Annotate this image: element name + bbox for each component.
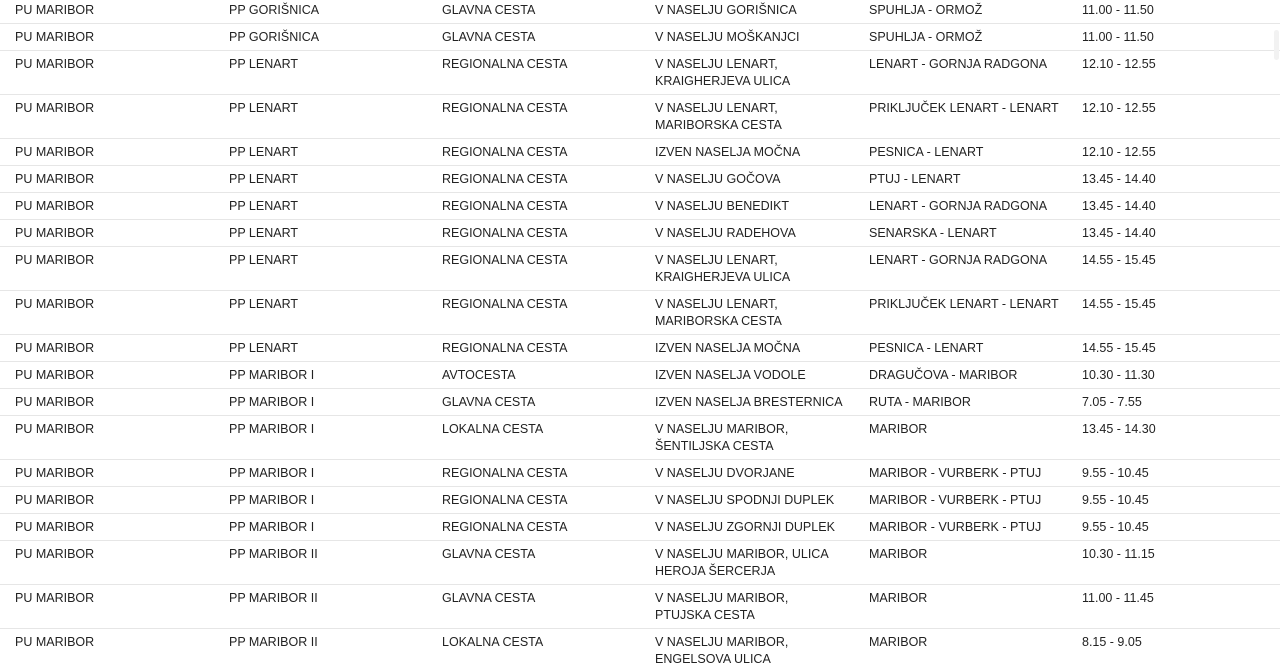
time-cell: 11.00 - 11.45 <box>1067 585 1280 629</box>
time-cell: 9.55 - 10.45 <box>1067 487 1280 514</box>
scrollbar[interactable] <box>1272 0 1280 665</box>
location-cell: V NASELJU MARIBOR, ULICA HEROJA ŠERCERJA <box>640 541 854 585</box>
police-station-cell: PP MARIBOR I <box>214 362 427 389</box>
road-section-cell: MARIBOR <box>854 541 1067 585</box>
road-type-cell: GLAVNA CESTA <box>427 585 640 629</box>
location-cell: IZVEN NASELJA BRESTERNICA <box>640 389 854 416</box>
police-station-cell: PP LENART <box>214 291 427 335</box>
location-cell: IZVEN NASELJA MOČNA <box>640 139 854 166</box>
road-section-cell: LENART - GORNJA RADGONA <box>854 51 1067 95</box>
location-cell: V NASELJU SPODNJI DUPLEK <box>640 487 854 514</box>
table-row <box>0 335 1280 362</box>
road-section-cell: SENARSKA - LENART <box>854 220 1067 247</box>
location-cell: V NASELJU GOČOVA <box>640 166 854 193</box>
road-type-cell: REGIONALNA CESTA <box>427 460 640 487</box>
table-row <box>0 460 1280 487</box>
police-station-cell: PP LENART <box>214 95 427 139</box>
police-directorate-cell: PU MARIBOR <box>0 362 214 389</box>
road-section-cell: RUTA - MARIBOR <box>854 389 1067 416</box>
police-directorate-cell: PU MARIBOR <box>0 585 214 629</box>
table-row <box>0 51 1280 95</box>
road-section-cell: MARIBOR - VURBERK - PTUJ <box>854 514 1067 541</box>
location-cell: V NASELJU LENART, KRAIGHERJEVA ULICA <box>640 247 854 291</box>
table-row <box>0 629 1280 665</box>
location-cell: IZVEN NASELJA VODOLE <box>640 362 854 389</box>
table-row <box>0 416 1280 460</box>
road-section-cell: PRIKLJUČEK LENART - LENART <box>854 291 1067 335</box>
time-cell: 14.55 - 15.45 <box>1067 335 1280 362</box>
table-row <box>0 487 1280 514</box>
road-type-cell: REGIONALNA CESTA <box>427 247 640 291</box>
table-row <box>0 139 1280 166</box>
table-row <box>0 166 1280 193</box>
time-cell: 12.10 - 12.55 <box>1067 139 1280 166</box>
police-directorate-cell: PU MARIBOR <box>0 514 214 541</box>
police-station-cell: PP MARIBOR II <box>214 629 427 665</box>
road-type-cell: LOKALNA CESTA <box>427 629 640 665</box>
police-directorate-cell: PU MARIBOR <box>0 335 214 362</box>
police-directorate-cell: PU MARIBOR <box>0 193 214 220</box>
table-row <box>0 220 1280 247</box>
road-section-cell: PESNICA - LENART <box>854 335 1067 362</box>
location-cell: V NASELJU LENART, MARIBORSKA CESTA <box>640 95 854 139</box>
time-cell: 11.00 - 11.50 <box>1067 24 1280 51</box>
table-row <box>0 24 1280 51</box>
road-type-cell: REGIONALNA CESTA <box>427 514 640 541</box>
police-directorate-cell: PU MARIBOR <box>0 460 214 487</box>
road-type-cell: REGIONALNA CESTA <box>427 291 640 335</box>
police-directorate-cell: PU MARIBOR <box>0 247 214 291</box>
police-station-cell: PP GORIŠNICA <box>214 24 427 51</box>
road-type-cell: REGIONALNA CESTA <box>427 51 640 95</box>
time-cell: 12.10 - 12.55 <box>1067 95 1280 139</box>
road-type-cell: AVTOCESTA <box>427 362 640 389</box>
road-type-cell: REGIONALNA CESTA <box>427 139 640 166</box>
time-cell: 7.05 - 7.55 <box>1067 389 1280 416</box>
road-type-cell: GLAVNA CESTA <box>427 0 640 24</box>
table-row <box>0 514 1280 541</box>
location-cell: V NASELJU MOŠKANJCI <box>640 24 854 51</box>
police-directorate-cell: PU MARIBOR <box>0 166 214 193</box>
road-section-cell: LENART - GORNJA RADGONA <box>854 247 1067 291</box>
police-station-cell: PP MARIBOR I <box>214 416 427 460</box>
police-station-cell: PP LENART <box>214 166 427 193</box>
time-cell: 12.10 - 12.55 <box>1067 51 1280 95</box>
police-directorate-cell: PU MARIBOR <box>0 51 214 95</box>
police-station-cell: PP LENART <box>214 51 427 95</box>
police-station-cell: PP LENART <box>214 139 427 166</box>
table-row <box>0 0 1280 24</box>
police-station-cell: PP GORIŠNICA <box>214 0 427 24</box>
scrollbar-thumb[interactable] <box>1274 30 1279 60</box>
road-section-cell: MARIBOR <box>854 629 1067 665</box>
time-cell: 8.15 - 9.05 <box>1067 629 1280 665</box>
time-cell: 14.55 - 15.45 <box>1067 291 1280 335</box>
road-type-cell: REGIONALNA CESTA <box>427 220 640 247</box>
time-cell: 10.30 - 11.30 <box>1067 362 1280 389</box>
police-directorate-cell: PU MARIBOR <box>0 95 214 139</box>
location-cell: V NASELJU MARIBOR, ŠENTILJSKA CESTA <box>640 416 854 460</box>
road-section-cell: MARIBOR <box>854 585 1067 629</box>
location-cell: V NASELJU MARIBOR, PTUJSKA CESTA <box>640 585 854 629</box>
police-station-cell: PP MARIBOR I <box>214 460 427 487</box>
road-type-cell: REGIONALNA CESTA <box>427 95 640 139</box>
road-section-cell: PESNICA - LENART <box>854 139 1067 166</box>
police-directorate-cell: PU MARIBOR <box>0 139 214 166</box>
location-cell: V NASELJU MARIBOR, ENGELSOVA ULICA <box>640 629 854 665</box>
location-cell: IZVEN NASELJA MOČNA <box>640 335 854 362</box>
road-section-cell: MARIBOR - VURBERK - PTUJ <box>854 460 1067 487</box>
location-cell: V NASELJU DVORJANE <box>640 460 854 487</box>
road-type-cell: REGIONALNA CESTA <box>427 193 640 220</box>
police-directorate-cell: PU MARIBOR <box>0 220 214 247</box>
road-section-cell: DRAGUČOVA - MARIBOR <box>854 362 1067 389</box>
location-cell: V NASELJU LENART, KRAIGHERJEVA ULICA <box>640 51 854 95</box>
time-cell: 13.45 - 14.40 <box>1067 220 1280 247</box>
road-section-cell: PRIKLJUČEK LENART - LENART <box>854 95 1067 139</box>
time-cell: 10.30 - 11.15 <box>1067 541 1280 585</box>
time-cell: 11.00 - 11.50 <box>1067 0 1280 24</box>
police-directorate-cell: PU MARIBOR <box>0 487 214 514</box>
time-cell: 9.55 - 10.45 <box>1067 460 1280 487</box>
time-cell: 13.45 - 14.40 <box>1067 166 1280 193</box>
road-section-cell: PTUJ - LENART <box>854 166 1067 193</box>
location-cell: V NASELJU LENART, MARIBORSKA CESTA <box>640 291 854 335</box>
road-section-cell: LENART - GORNJA RADGONA <box>854 193 1067 220</box>
police-station-cell: PP LENART <box>214 335 427 362</box>
table-row <box>0 193 1280 220</box>
table-row <box>0 541 1280 585</box>
time-cell: 13.45 - 14.40 <box>1067 193 1280 220</box>
police-directorate-cell: PU MARIBOR <box>0 291 214 335</box>
road-section-cell: MARIBOR <box>854 416 1067 460</box>
police-station-cell: PP MARIBOR I <box>214 514 427 541</box>
table-row <box>0 362 1280 389</box>
road-section-cell: SPUHLJA - ORMOŽ <box>854 24 1067 51</box>
time-cell: 9.55 - 10.45 <box>1067 514 1280 541</box>
police-station-cell: PP LENART <box>214 220 427 247</box>
table-row <box>0 247 1280 291</box>
time-cell: 13.45 - 14.30 <box>1067 416 1280 460</box>
road-type-cell: GLAVNA CESTA <box>427 541 640 585</box>
location-cell: V NASELJU RADEHOVA <box>640 220 854 247</box>
table-row <box>0 95 1280 139</box>
road-type-cell: GLAVNA CESTA <box>427 389 640 416</box>
location-cell: V NASELJU BENEDIKT <box>640 193 854 220</box>
road-type-cell: REGIONALNA CESTA <box>427 335 640 362</box>
police-station-cell: PP MARIBOR II <box>214 585 427 629</box>
police-station-cell: PP MARIBOR I <box>214 487 427 514</box>
police-directorate-cell: PU MARIBOR <box>0 24 214 51</box>
location-cell: V NASELJU ZGORNJI DUPLEK <box>640 514 854 541</box>
police-directorate-cell: PU MARIBOR <box>0 389 214 416</box>
table-row <box>0 389 1280 416</box>
road-type-cell: REGIONALNA CESTA <box>427 487 640 514</box>
road-section-cell: SPUHLJA - ORMOŽ <box>854 0 1067 24</box>
police-station-cell: PP MARIBOR II <box>214 541 427 585</box>
table-row <box>0 291 1280 335</box>
police-directorate-cell: PU MARIBOR <box>0 541 214 585</box>
police-directorate-cell: PU MARIBOR <box>0 0 214 24</box>
police-station-cell: PP MARIBOR I <box>214 389 427 416</box>
police-directorate-cell: PU MARIBOR <box>0 416 214 460</box>
table-row <box>0 585 1280 629</box>
police-directorate-cell: PU MARIBOR <box>0 629 214 665</box>
road-type-cell: GLAVNA CESTA <box>427 24 640 51</box>
road-section-cell: MARIBOR - VURBERK - PTUJ <box>854 487 1067 514</box>
road-type-cell: REGIONALNA CESTA <box>427 166 640 193</box>
police-station-cell: PP LENART <box>214 193 427 220</box>
police-station-cell: PP LENART <box>214 247 427 291</box>
location-cell: V NASELJU GORIŠNICA <box>640 0 854 24</box>
road-type-cell: LOKALNA CESTA <box>427 416 640 460</box>
time-cell: 14.55 - 15.45 <box>1067 247 1280 291</box>
